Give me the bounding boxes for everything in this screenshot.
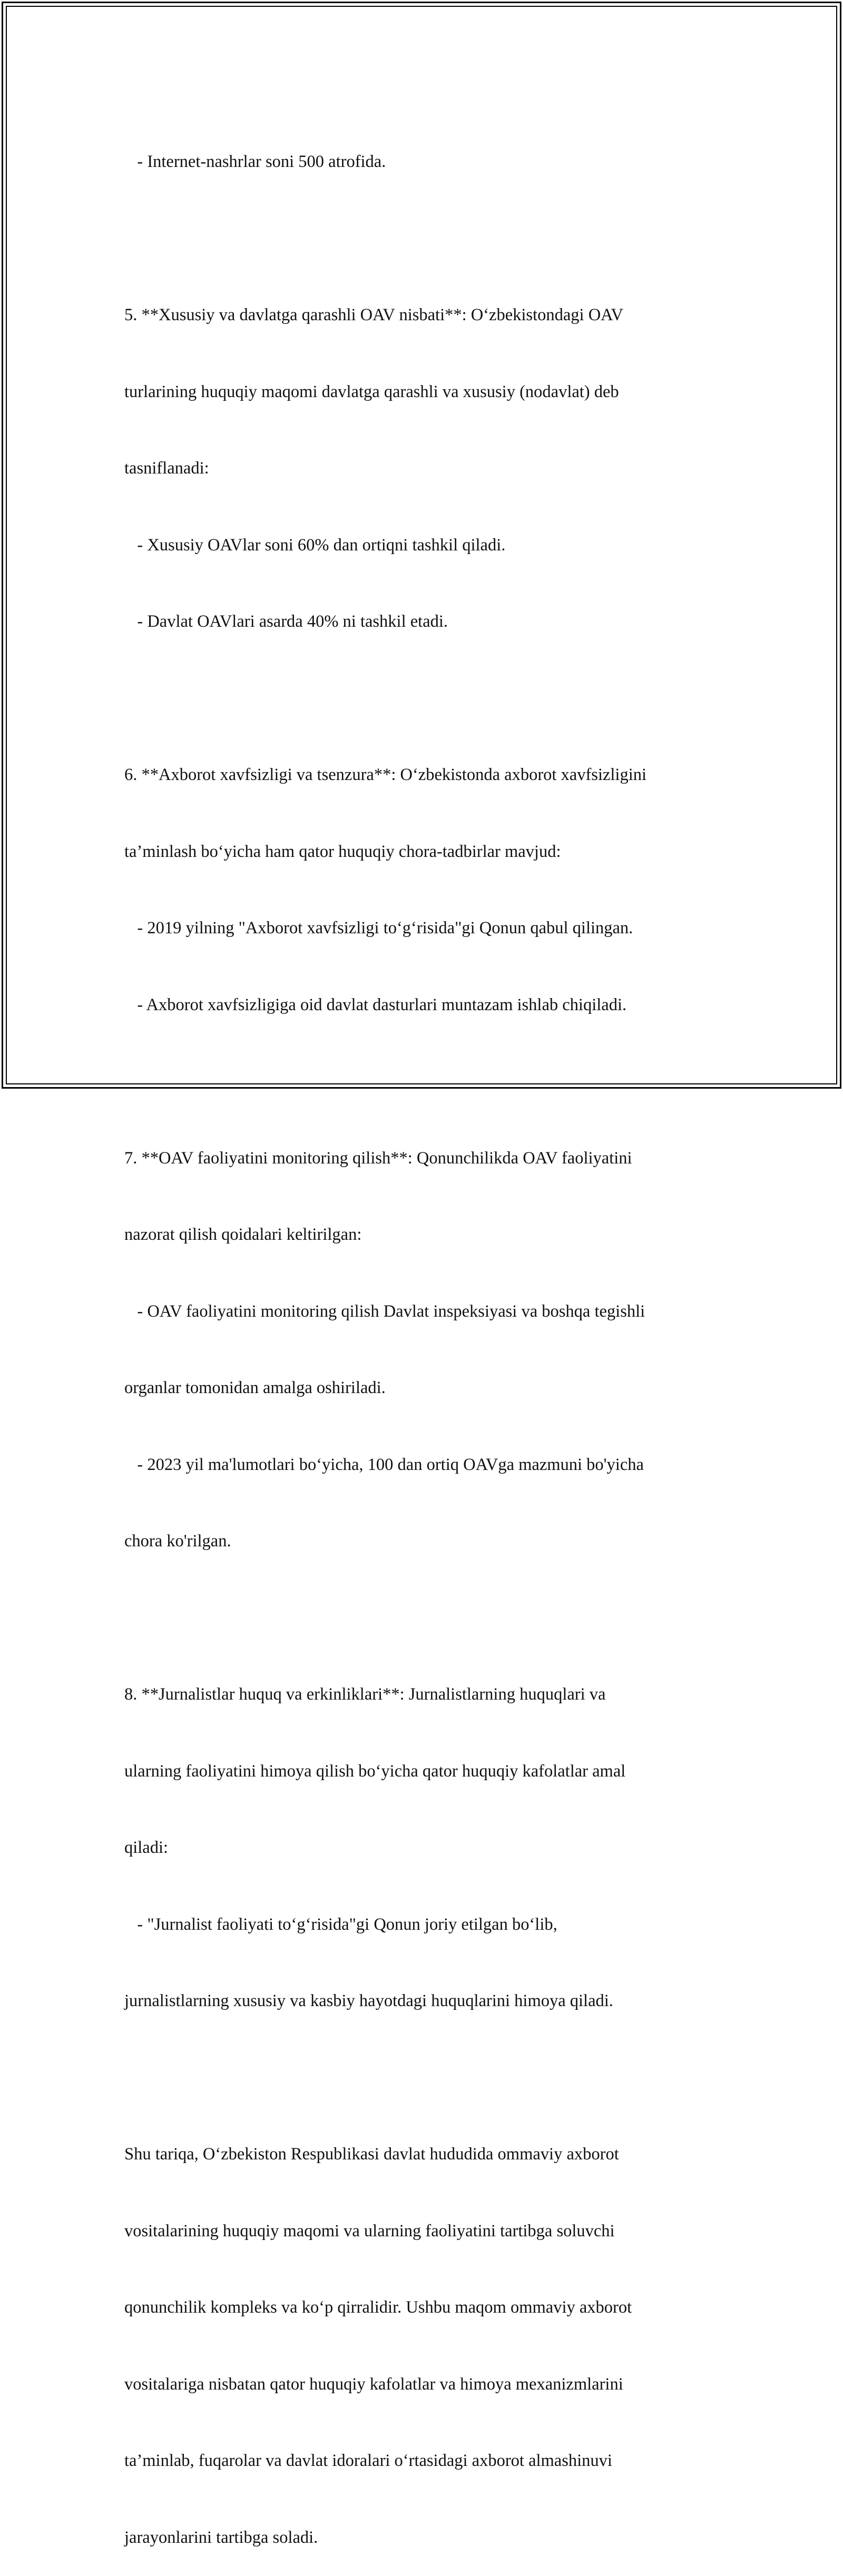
text-line: - 2023 yil ma'lumotlari bo‘yicha, 100 dan ortiq OAVga mazmuni bo'yicha [124, 1455, 644, 1474]
text-line: turlarining huquqiy maqomi davlatga qarashli va xususiy (nodavlat) deb [124, 382, 619, 401]
text-line: jarayonlarini tartibga soladi. [124, 2528, 318, 2547]
text-line: qonunchilik kompleks va ko‘p qirralidir. Ushbu maqom ommaviy axborot [124, 2298, 632, 2317]
text-line: - "Jurnalist faoliyati to‘g‘risida"gi Qonun joriy etilgan bo‘lib, [124, 1914, 557, 1934]
blank-line [124, 686, 720, 712]
text-line: - Axborot xavfsizligiga oid davlat dasturlari muntazam ishlab chiqiladi. [124, 995, 627, 1014]
blank-line [124, 2065, 720, 2091]
text-line: 7. **OAV faoliyatini monitoring qilish**: Qonunchilikda OAV faoliyatini [124, 1148, 632, 1168]
text-line: chora ko'rilgan. [124, 1532, 231, 1551]
text-line: 5. **Xususiy va davlatga qarashli OAV nisbati**: O‘zbekistondagi OAV [124, 305, 623, 324]
text-line: vositalariga nisbatan qator huquqiy kafolatlar va himoya mexanizmlarini [124, 2374, 623, 2394]
text-line: jurnalistlarning xususiy va kasbiy hayotdagi huquqlarini himoya qiladi. [124, 1991, 613, 2010]
text-line: tasniflanadi: [124, 459, 209, 478]
text-line: - 2019 yilning "Axborot xavfsizligi to‘g‘risida"gi Qonun qabul qilingan. [124, 919, 633, 937]
blank-line [124, 226, 720, 252]
text-line: 6. **Axborot xavfsizligi va tsenzura**: O‘zbekistonda axborot xavfsizligini [124, 765, 647, 784]
text-line: nazorat qilish qoidalari keltirilgan: [124, 1225, 362, 1244]
text-line: - Internet-nashrlar soni 500 atrofida. [124, 152, 386, 171]
text-line: - Davlat OAVlari asarda 40% ni tashkil etadi. [124, 612, 448, 631]
document-body [124, 98, 720, 2576]
text-line: ta’minlash bo‘yicha ham qator huquqiy chora-tadbirlar mavjud: [124, 842, 561, 861]
blank-line [124, 1069, 720, 1094]
text-line: vositalarining huquqiy maqomi va ularning faoliyatini tartibga soluvchi [124, 2221, 615, 2241]
text-line: ta’minlab, fuqarolar va davlat idoralari o‘rtasidagi axborot almashinuvi [124, 2451, 612, 2470]
text-line: 8. **Jurnalistlar huquq va erkinliklari**: Jurnalistlarning huquqlari va [124, 1685, 606, 1704]
text-line: organlar tomonidan amalga oshiriladi. [124, 1378, 386, 1397]
blank-line [124, 1605, 720, 1631]
text-line: ularning faoliyatini himoya qilish bo‘yicha qator huquqiy kafolatlar amal [124, 1761, 626, 1781]
text-line: - OAV faoliyatini monitoring qilish Davlat inspeksiyasi va boshqa tegishli [124, 1301, 645, 1321]
text-line: Shu tariqa, O‘zbekiston Respublikasi davlat hududida ommaviy axborot [124, 2145, 619, 2164]
text-line: qiladi: [124, 1838, 169, 1857]
text-line: - Xususiy OAVlar soni 60% dan ortiqni tashkil qiladi. [124, 535, 506, 555]
